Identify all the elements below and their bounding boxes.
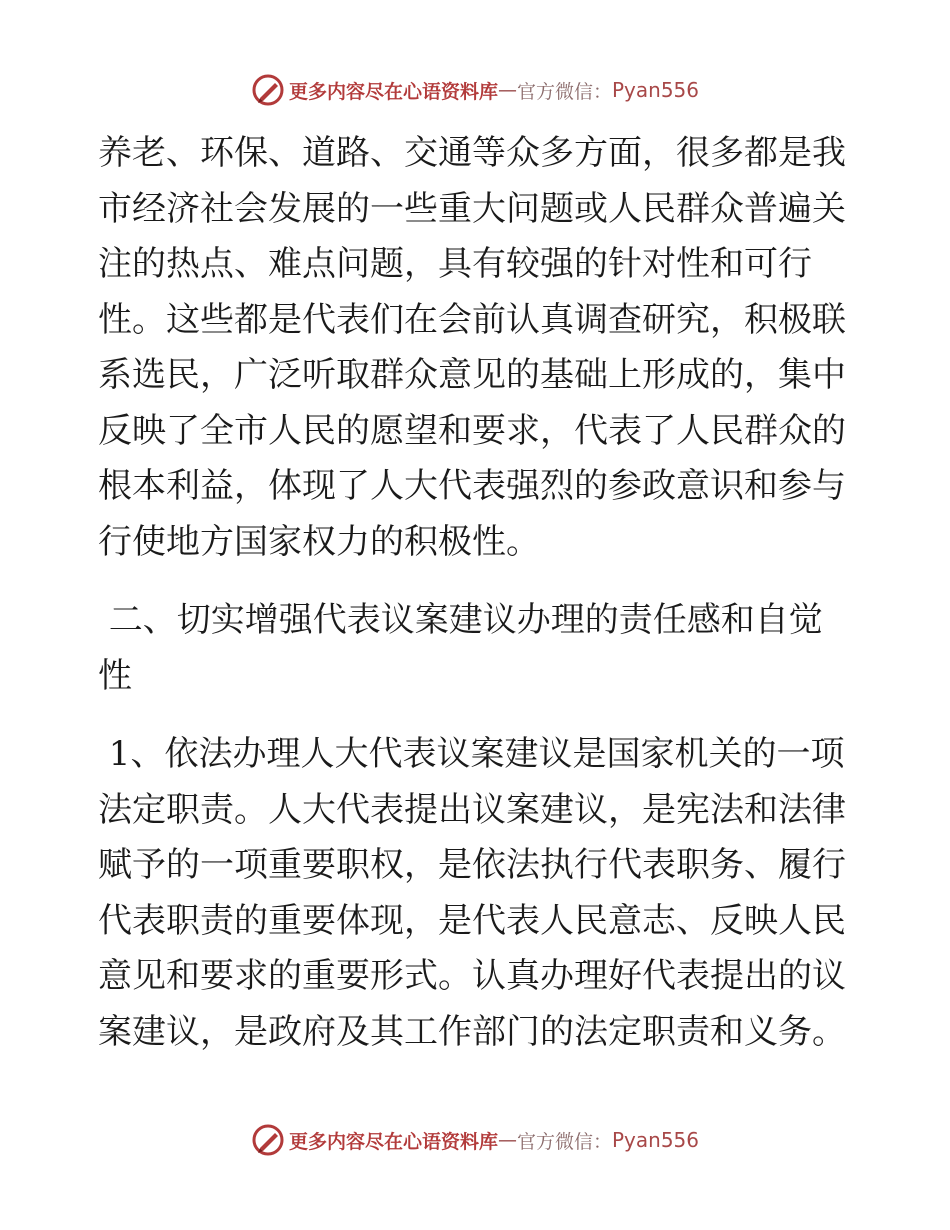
document-body xyxy=(98,126,858,1060)
text-line: 意见和要求的重要形式。认真办理好代表提出的议 xyxy=(98,956,846,996)
header-brand-text: 更多内容尽在心语资料库 xyxy=(288,80,498,103)
heading-line: 性 xyxy=(98,655,132,696)
footer-brand-text: 更多内容尽在心语资料库 xyxy=(288,1130,498,1153)
footer-wechat-label: 官方微信： xyxy=(516,1130,612,1153)
text-line: 根本利益，体现了人大代表强烈的参政意识和参与 xyxy=(98,466,846,506)
paragraph-2 xyxy=(98,727,858,1060)
heading-line: 二、切实增强代表议案建议办理的责任感和自觉 xyxy=(98,600,823,640)
footer-dash: — xyxy=(497,1129,517,1151)
footer-watermark xyxy=(0,1122,950,1158)
pen-logo-icon xyxy=(251,1123,285,1157)
text-line: 性。这些都是代表们在会前认真调查研究，积极联 xyxy=(98,299,846,340)
header-wechat-label: 官方微信： xyxy=(516,80,612,103)
text-line: 法定职责。人大代表提出议案建议，是宪法和法律 xyxy=(98,789,846,830)
text-line: 赋予的一项重要职权，是依法执行代表职务、履行 xyxy=(98,845,846,885)
text-line: 案建议，是政府及其工作部门的法定职责和义务。 xyxy=(98,1011,846,1052)
pen-logo-icon xyxy=(251,73,285,107)
text-line: 养老、环保、道路、交通等众多方面，很多都是我 xyxy=(98,133,846,173)
header-watermark xyxy=(0,72,950,108)
footer-wechat-id: Pyan556 xyxy=(612,1128,700,1152)
text-line: 系选民，广泛听取群众意见的基础上形成的，集中 xyxy=(98,355,846,395)
text-line: 注的热点、难点问题，具有较强的针对性和可行 xyxy=(98,244,812,284)
header-wechat-id: Pyan556 xyxy=(612,78,700,102)
text-line: 代表职责的重要体现，是代表人民意志、反映人民 xyxy=(98,900,846,941)
paragraph-1 xyxy=(98,126,858,570)
text-line: 1、依法办理人大代表议案建议是国家机关的一项 xyxy=(98,734,845,774)
text-line: 市经济社会发展的一些重大问题或人民群众普遍关 xyxy=(98,188,846,229)
section-heading xyxy=(98,593,858,704)
text-line: 反映了全市人民的愿望和要求，代表了人民群众的 xyxy=(98,410,846,451)
text-line: 行使地方国家权力的积极性。 xyxy=(98,521,540,562)
header-dash: — xyxy=(497,79,517,101)
